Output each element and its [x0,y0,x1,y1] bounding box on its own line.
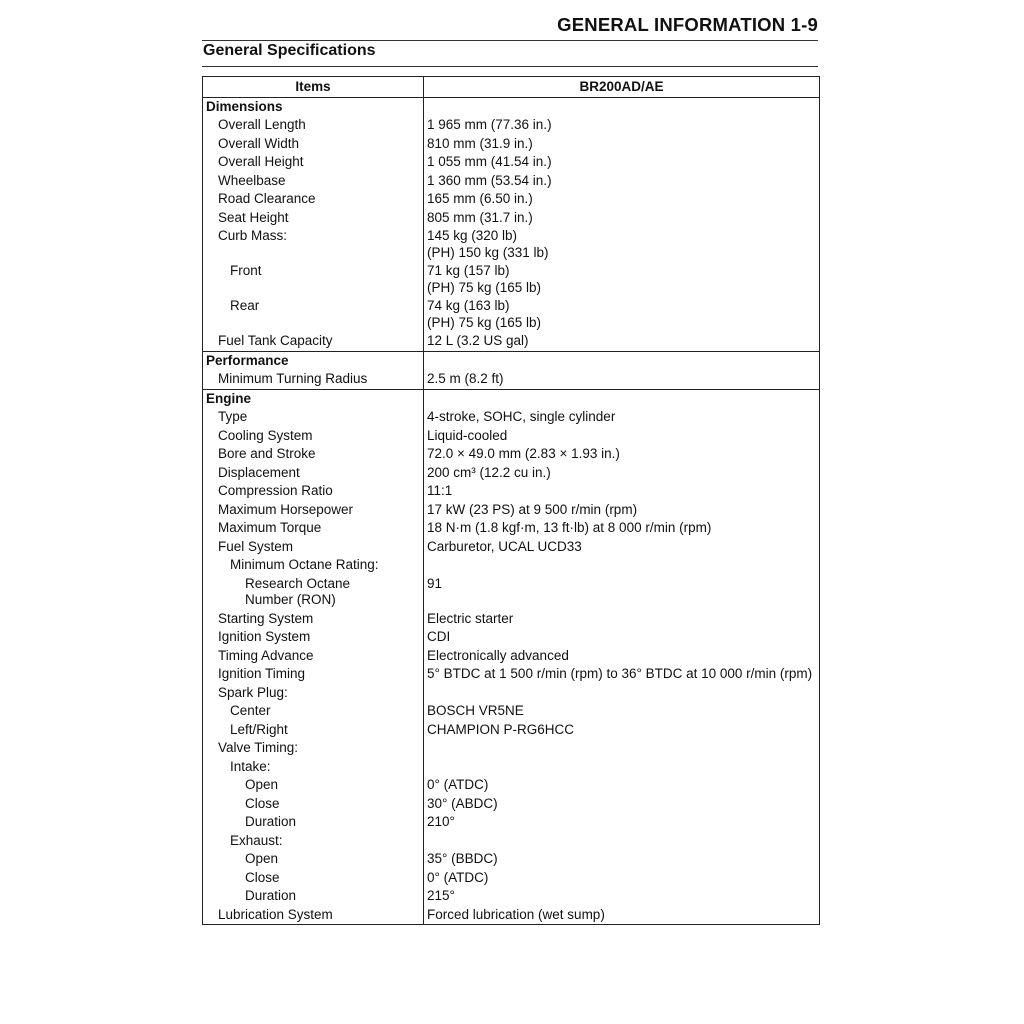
table-row [203,628,820,647]
table-row [203,538,820,557]
spec-value: 210° [424,813,820,832]
table-row [203,332,820,351]
spec-label [203,575,424,610]
spec-label: Compression Ratio [203,482,424,501]
table-row [203,227,820,262]
spec-label: Duration [203,813,424,832]
spec-value: 0° (ATDC) [424,869,820,888]
table-row [203,795,820,814]
spec-label: Spark Plug: [203,684,424,703]
column-header-model: BR200AD/AE [424,77,820,98]
spec-label: Type [203,408,424,427]
spec-label: Ignition Timing [203,665,424,684]
section-title: General Specifications [203,42,376,59]
table-row [203,702,820,721]
table-header-row [203,77,820,98]
table-row [203,665,820,684]
spec-value-line: (PH) 75 kg (165 lb) [427,314,542,330]
spec-label: Lubrication System [203,906,424,925]
spec-value: 215° [424,887,820,906]
spec-value: Forced lubrication (wet sump) [424,906,820,925]
table-row [203,869,820,888]
spec-value: Electronically advanced [424,647,820,666]
spec-label-line: Number (RON) [245,592,336,607]
table-row [203,482,820,501]
spec-value: 35° (BBDC) [424,850,820,869]
page-header-title: GENERAL INFORMATION 1-9 [557,14,818,35]
spec-label: Road Clearance [203,190,424,209]
table-row [203,758,820,777]
spec-value: 805 mm (31.7 in.) [424,209,820,228]
spec-label: Minimum Octane Rating: [203,556,424,575]
spec-value: 4-stroke, SOHC, single cylinder [424,408,820,427]
table-row [203,813,820,832]
spec-value: CHAMPION P-RG6HCC [424,721,820,740]
spec-value [424,739,820,758]
table-row [203,501,820,520]
spec-value: 18 N·m (1.8 kgf·m, 13 ft·lb) at 8 000 r/min (rpm) [424,519,820,538]
spec-value: 30° (ABDC) [424,795,820,814]
spec-value: 12 L (3.2 US gal) [424,332,820,351]
spec-value [424,556,820,575]
table-row [203,906,820,925]
spec-label: Fuel System [203,538,424,557]
spec-label: Intake: [203,758,424,777]
table-row [203,850,820,869]
spec-label: Left/Right [203,721,424,740]
spec-value: 1 055 mm (41.54 in.) [424,153,820,172]
spec-value: 72.0 × 49.0 mm (2.83 × 1.93 in.) [424,445,820,464]
spec-value [424,227,820,262]
spec-label: Bore and Stroke [203,445,424,464]
table-row [203,262,820,297]
table-row [203,190,820,209]
table-row [203,297,820,332]
spec-label: Close [203,795,424,814]
spec-value-line: 145 kg (320 lb) [427,228,518,243]
spec-value-line: 71 kg (157 lb) [427,263,510,278]
spec-value [424,832,820,851]
spec-value-line: (PH) 150 kg (331 lb) [427,244,549,260]
table-row [203,427,820,446]
spec-value: 0° (ATDC) [424,776,820,795]
spec-value: Electric starter [424,610,820,629]
spec-value: 810 mm (31.9 in.) [424,135,820,154]
spec-value [424,297,820,332]
spec-label: Center [203,702,424,721]
specifications-table [202,76,820,925]
table-row [203,408,820,427]
category-label: Dimensions [203,97,424,116]
spec-label: Maximum Torque [203,519,424,538]
spec-label: Open [203,776,424,795]
spec-value: CDI [424,628,820,647]
spec-label: Seat Height [203,209,424,228]
table-row [203,209,820,228]
spec-value [424,262,820,297]
spec-label: Minimum Turning Radius [203,370,424,389]
spec-label: Front [203,262,424,297]
category-row-engine [203,389,820,408]
category-row-performance [203,351,820,370]
column-header-items: Items [203,77,424,98]
table-row [203,172,820,191]
spec-value [424,684,820,703]
spec-value: 1 965 mm (77.36 in.) [424,116,820,135]
table-row [203,776,820,795]
spec-label: Overall Height [203,153,424,172]
spec-value: Liquid-cooled [424,427,820,446]
category-row-dimensions [203,97,820,116]
spec-value [424,758,820,777]
spec-value: 91 [424,575,820,610]
table-row [203,556,820,575]
spec-label: Exhaust: [203,832,424,851]
table-row [203,647,820,666]
table-row [203,116,820,135]
category-label: Performance [203,351,424,370]
table-row [203,445,820,464]
table-row [203,684,820,703]
spec-label: Displacement [203,464,424,483]
table-row [203,610,820,629]
spec-label: Overall Length [203,116,424,135]
spec-value-line: (PH) 75 kg (165 lb) [427,279,542,295]
table-row [203,739,820,758]
spec-label: Duration [203,887,424,906]
spec-label: Overall Width [203,135,424,154]
spec-label: Valve Timing: [203,739,424,758]
spec-value: BOSCH VR5NE [424,702,820,721]
spec-label: Timing Advance [203,647,424,666]
spec-label: Cooling System [203,427,424,446]
spec-label-line: Research Octane [245,575,351,591]
spec-value: Carburetor, UCAL UCD33 [424,538,820,557]
table-row [203,153,820,172]
spec-label: Maximum Horsepower [203,501,424,520]
spec-value: 2.5 m (8.2 ft) [424,370,820,389]
spec-label: Fuel Tank Capacity [203,332,424,351]
table-row [203,721,820,740]
section-divider [202,66,818,67]
spec-value: 11:1 [424,482,820,501]
table-row [203,135,820,154]
spec-value: 5° BTDC at 1 500 r/min (rpm) to 36° BTDC at 10 000 r/min (rpm) [424,665,820,684]
spec-label: Open [203,850,424,869]
spec-label: Ignition System [203,628,424,647]
table-row [203,575,820,610]
spec-label: Close [203,869,424,888]
table-row [203,832,820,851]
table-row [203,887,820,906]
header-divider [202,40,818,41]
spec-label: Wheelbase [203,172,424,191]
spec-value-line: 74 kg (163 lb) [427,298,510,313]
spec-value: 17 kW (23 PS) at 9 500 r/min (rpm) [424,501,820,520]
table-row [203,519,820,538]
table-row [203,464,820,483]
spec-value: 165 mm (6.50 in.) [424,190,820,209]
spec-value: 1 360 mm (53.54 in.) [424,172,820,191]
spec-value: 200 cm³ (12.2 cu in.) [424,464,820,483]
table-row [203,370,820,389]
spec-label: Starting System [203,610,424,629]
spec-label: Curb Mass: [203,227,424,262]
category-label: Engine [203,389,424,408]
spec-label: Rear [203,297,424,332]
